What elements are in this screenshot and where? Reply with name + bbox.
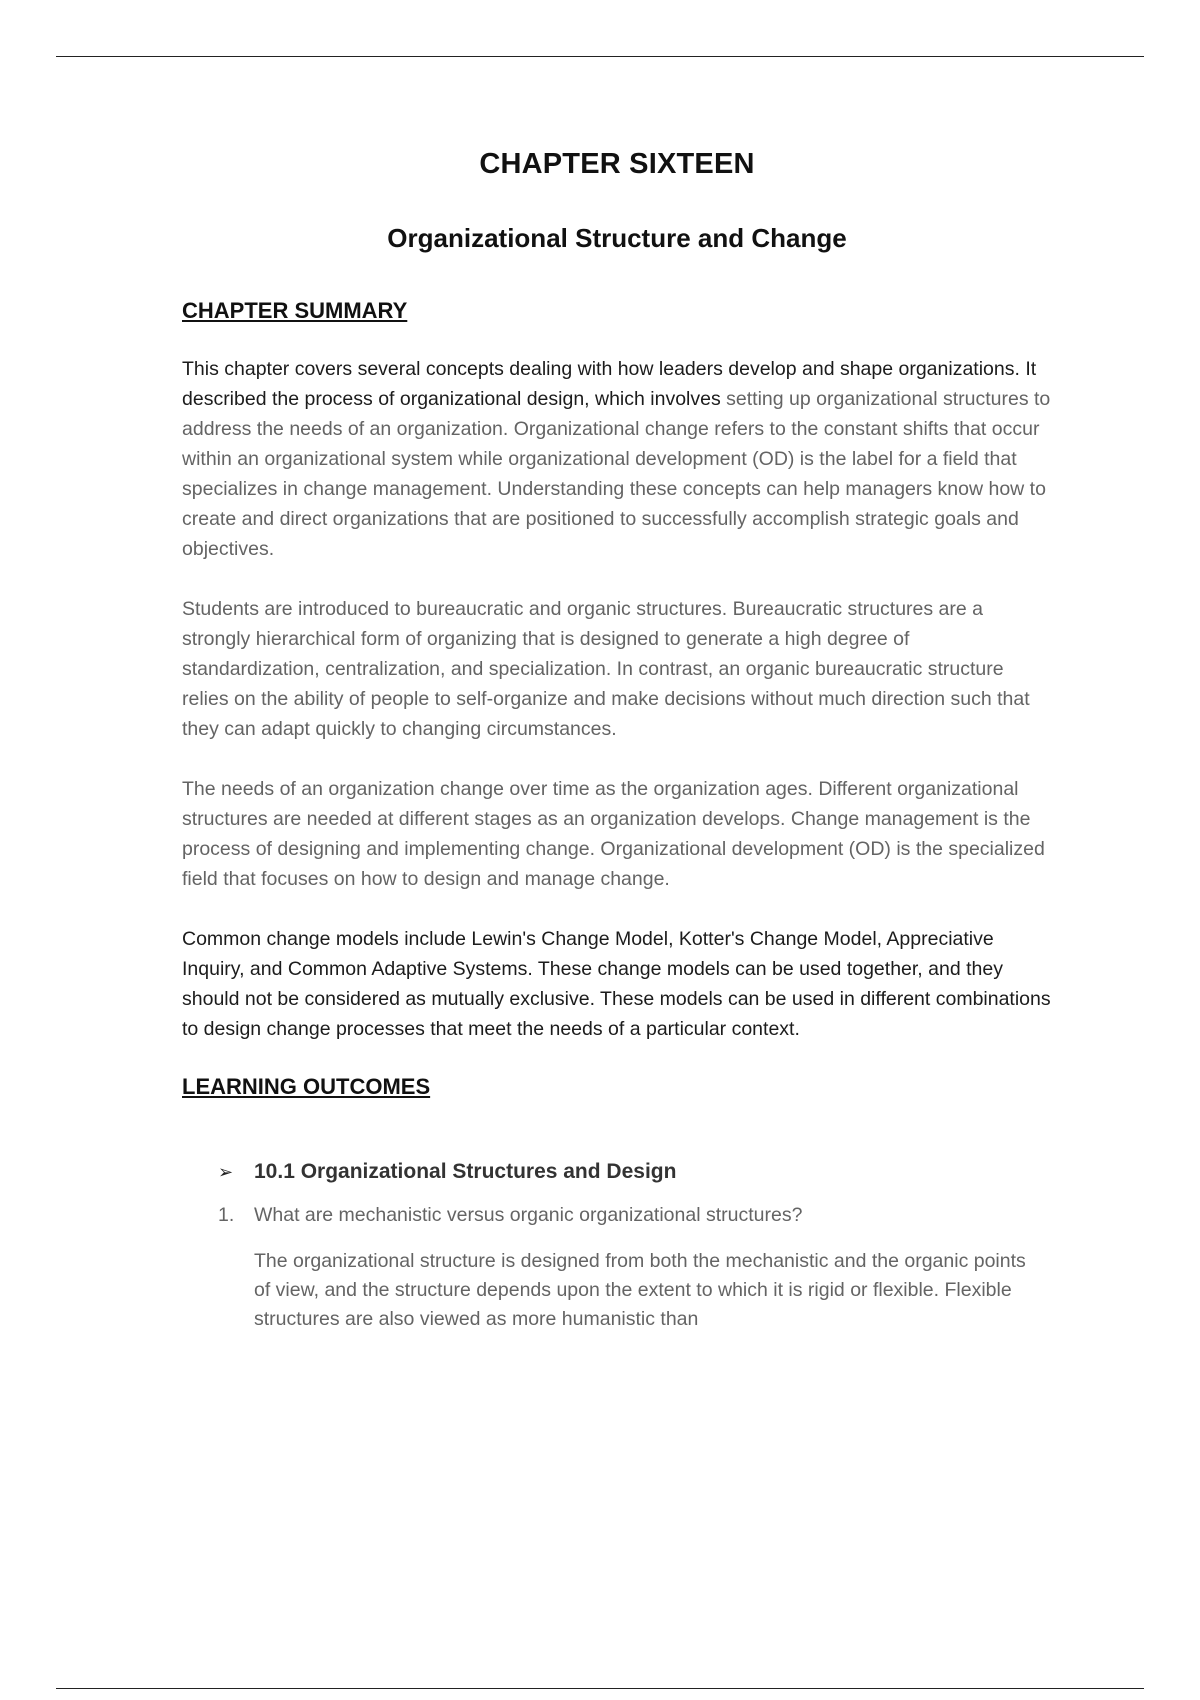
summary-paragraph-3: The needs of an organization change over time as the organization ages. Different organizational structures are needed at different stages as an organization develops. Change management is the process of designing and implementing change. Organizational development (OD) is the specialized field that focuses on how to design and manage change. (182, 778, 1045, 890)
document-page (182, 148, 1052, 1334)
outcome-title: 10.1 Organizational Structures and Design (254, 1160, 677, 1183)
arrow-bullet-icon: ➢ (218, 1161, 234, 1182)
summary-paragraph-1-grey: setting up organizational structures to address the needs of an organization. Organizational change refers to the constant shifts that occur within an organizational system while organizational development (OD) is the label for a field that specializes in change management. Understanding these concepts can help managers know how to create and direct organizations that are positioned to successfully accomplish strategic goals and objectives. (182, 388, 1051, 560)
top-rule (56, 56, 1144, 57)
outcomes-heading: LEARNING OUTCOMES (182, 1074, 431, 1099)
summary-heading: CHAPTER SUMMARY (182, 298, 408, 323)
question-text: What are mechanistic versus organic organizational structures? (254, 1204, 803, 1226)
chapter-title: CHAPTER SIXTEEN (479, 148, 755, 180)
question-item (218, 1204, 1052, 1227)
bottom-rule (56, 1688, 1144, 1689)
summary-paragraph-1-dark: This chapter covers several concepts dealing with how leaders develop and shape organizations. It described the process of organizational design, which involves (182, 358, 1037, 410)
answer-paragraph: The organizational structure is designed from both the mechanistic and the organic points of view, and the structure depends upon the extent to which it is rigid or flexible. Flexible structures are also viewed as more humanistic than (254, 1250, 1026, 1330)
summary-paragraph-1 (182, 354, 1052, 564)
summary-paragraph-4: Common change models include Lewin's Change Model, Kotter's Change Model, Appreciative Inquiry, and Common Adaptive Systems. These change models can be used together, and they should not be considered as mutually exclusive. These models can be used in different combinations to design change processes that meet the needs of a particular context. (182, 928, 1051, 1040)
question-number: 1. (218, 1204, 235, 1226)
summary-paragraph-2: Students are introduced to bureaucratic and organic structures. Bureaucratic structures are a strongly hierarchical form of organizing that is designed to generate a high degree of standardization, centralization, and specialization. In contrast, an organic bureaucratic structure relies on the ability of people to self-organize and make decisions without much direction such that they can adapt quickly to changing circumstances. (182, 598, 1030, 740)
chapter-subtitle: Organizational Structure and Change (387, 223, 847, 253)
outcome-heading (218, 1160, 1052, 1184)
